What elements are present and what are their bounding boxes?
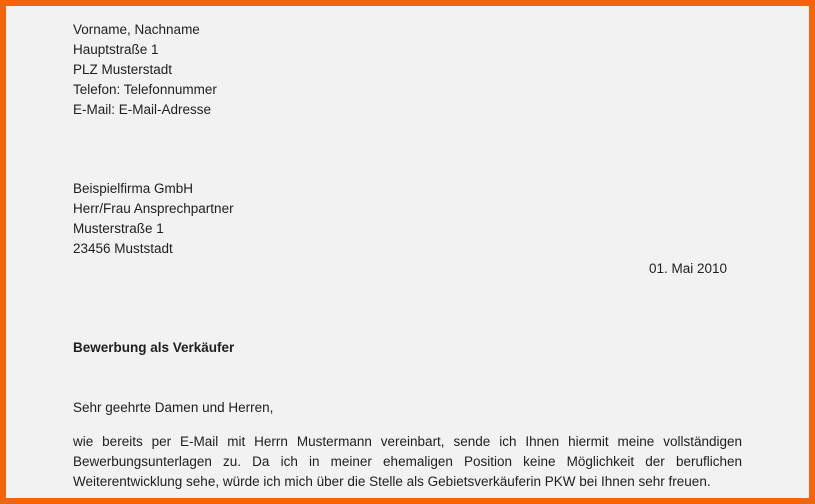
sender-email: E-Mail: E-Mail-Adresse <box>73 102 212 117</box>
recipient-city: 23456 Muststadt <box>73 241 173 256</box>
body-paragraph <box>73 432 742 492</box>
salutation: Sehr geehrte Damen und Herren, <box>73 400 274 415</box>
sender-city: PLZ Musterstadt <box>73 62 173 77</box>
sender-phone: Telefon: Telefonnummer <box>73 82 217 97</box>
letter-subject: Bewerbung als Verkäufer <box>73 340 235 355</box>
body-line: Weiterentwicklung sehe, würde ich mich über die Stelle als Gebietsverkäuferin PKW bei Ihnen sehr freuen. <box>73 474 711 489</box>
recipient-street: Musterstraße 1 <box>73 221 164 236</box>
recipient-company: Beispielfirma GmbH <box>73 181 194 196</box>
sender-name: Vorname, Nachname <box>73 22 200 37</box>
letter-page <box>6 6 809 498</box>
body-line: Bewerbungsunterlagen zu. Da ich in meiner ehemaligen Position keine Möglichkeit der beruflichen <box>73 454 742 469</box>
sender-street: Hauptstraße 1 <box>73 42 159 57</box>
body-line: wie bereits per E-Mail mit Herrn Mustermann vereinbart, sende ich Ihnen hiermit meine vollständigen <box>73 434 742 449</box>
recipient-contact: Herr/Frau Ansprechpartner <box>73 201 234 216</box>
letter-date: 01. Mai 2010 <box>648 261 727 276</box>
